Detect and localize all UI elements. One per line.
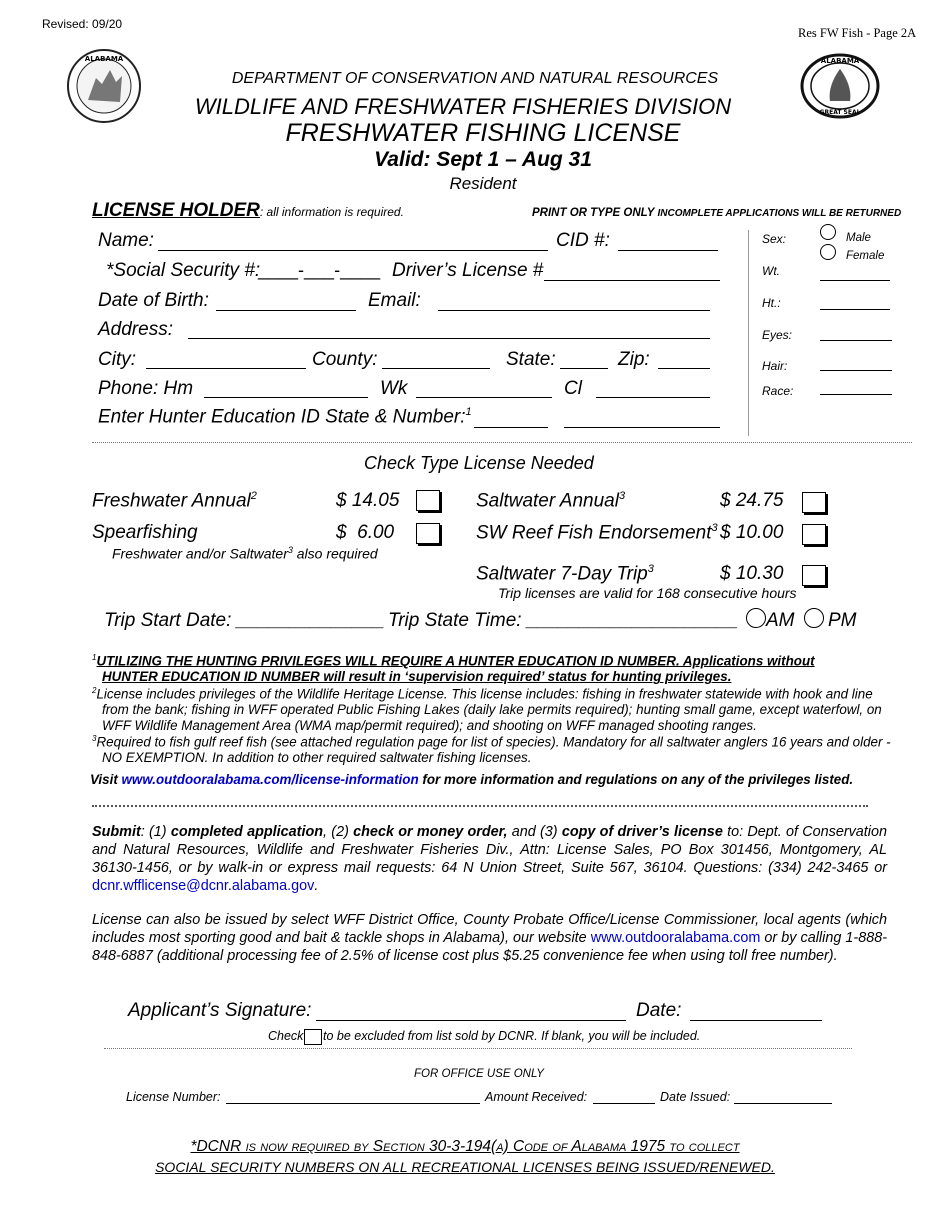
spearfishing-price: $ 6.00 [336, 522, 395, 543]
form-title: FRESHWATER FISHING LICENSE [285, 119, 681, 147]
saltwater-trip-label: Saltwater 7-Day Trip$^3$ [476, 563, 654, 585]
trip-start-time[interactable]: Trip State Time: ____________________ [388, 610, 739, 631]
am-label: AM [766, 610, 795, 631]
office-divider [104, 1048, 852, 1049]
trip-start-date[interactable]: Trip Start Date: ______________ [104, 610, 385, 631]
date-issued-field[interactable] [734, 1103, 832, 1104]
freshwater-annual-label: Freshwater Annual$^2$ [92, 490, 257, 512]
section-divider [92, 442, 912, 443]
city-field[interactable] [146, 368, 306, 369]
license-number-label: License Number: [126, 1090, 221, 1104]
address-label: Address: [98, 319, 173, 340]
hunter-education-label: Enter Hunter Education ID State & Number:$^1$ [98, 406, 472, 428]
outdooralabama-link[interactable]: www.outdooralabama.com [590, 930, 761, 946]
race-label: Race: [762, 384, 794, 398]
reef-fish-checkbox[interactable] [802, 524, 826, 545]
page-reference: Res FW Fish - Page 2A [798, 26, 917, 40]
print-notice: PRINT OR TYPE ONLY INCOMPLETE APPLICATIONS WILL BE RETURNED [532, 207, 902, 219]
saltwater-trip-price: $ 10.30 [720, 563, 784, 584]
phone-home-label: Phone: Hm [98, 378, 194, 399]
name-field[interactable] [158, 250, 548, 251]
state-label: State: [506, 349, 556, 370]
saltwater-annual-checkbox[interactable] [802, 492, 826, 513]
city-label: City: [98, 349, 136, 370]
weight-label: Wt. [762, 264, 780, 278]
zip-label: Zip: [618, 349, 650, 370]
date-issued-label: Date Issued: [660, 1090, 731, 1104]
name-label: Name: [98, 230, 154, 251]
license-holder-heading: LICENSE HOLDER: all information is required. [92, 200, 404, 221]
height-label: Ht.: [762, 296, 781, 310]
exclude-list-checkbox[interactable] [304, 1029, 322, 1045]
seal-right-bottom: GREAT SEAL [819, 109, 861, 116]
cid-field[interactable] [618, 250, 718, 251]
saltwater-annual-price: $ 24.75 [720, 490, 784, 511]
license-type-heading: Check Type License Needed [364, 453, 594, 473]
license-number-field[interactable] [226, 1103, 480, 1104]
ssn-notice-line1: *DCNR is now required by Section 30-3-194(a) Code of Alabama 1975 to collect [190, 1138, 740, 1155]
phone-work-field[interactable] [416, 397, 552, 398]
phone-cell-field[interactable] [596, 397, 710, 398]
email-field[interactable] [438, 310, 710, 311]
validity-period: Valid: Sept 1 – Aug 31 [374, 148, 592, 171]
dob-label: Date of Birth: [98, 290, 209, 311]
male-label: Male [846, 232, 871, 244]
department-title: DEPARTMENT OF CONSERVATION AND NATURAL RESOURCES [231, 70, 719, 87]
residency-subtitle: Resident [449, 174, 517, 193]
saltwater-trip-checkbox[interactable] [802, 565, 826, 586]
issue-locations: License can also be issued by select WFF District Office, County Probate Office/License Commissioner, local agents (which includes most sporting good and bait & tackle shops in Alabama), our website www.outdooralabama.com or by calling 1-888-848-6887 (additional processing fee of 2.5% of license cost plus $5.25 convenience fee when using toll free number). [92, 912, 887, 964]
license-email-link[interactable]: dcnr.wfflicense@dcnr.alabama.gov [92, 878, 315, 894]
hair-field[interactable] [820, 370, 892, 371]
drivers-license-field[interactable] [544, 280, 720, 281]
trip-validity-note: Trip licenses are valid for 168 consecutive hours [498, 585, 797, 601]
spearfishing-checkbox[interactable] [416, 523, 440, 544]
footnote-2: $^2$License includes privileges of the Wildlife Heritage License. This license includes: fishing in freshwater statewide with hook and line from the bank; fishing in WFF operated Public Fishing Lakes (daily lake permits required); hunting small game, except waterfowl, on WFF Wildlife Management Area (WMA map/permit required); and shooting on WFF managed shooting ranges. [92, 686, 882, 734]
amount-received-field[interactable] [593, 1103, 655, 1104]
eyes-field[interactable] [820, 340, 892, 341]
spearfishing-label: Spearfishing [92, 522, 198, 543]
freshwater-annual-checkbox[interactable] [416, 490, 440, 511]
submit-divider [92, 805, 868, 807]
hunter-ed-state-field[interactable] [474, 427, 548, 428]
exclude-list-text: to be excluded from list sold by DCNR. If blank, you will be included. [323, 1029, 701, 1043]
email-label: Email: [368, 290, 421, 311]
am-radio[interactable] [746, 608, 766, 628]
cid-label: CID #: [556, 230, 610, 251]
footnote-1: $^1$UTILIZING THE HUNTING PRIVILEGES WILL REQUIRE A HUNTER EDUCATION ID NUMBER. Applications without HUNTER EDUCATION ID NUMBER will result in ‘supervision required’ status for hunting privileges. [92, 653, 815, 685]
seal-left-text: ALABAMA [84, 55, 124, 63]
signature-field[interactable] [316, 1020, 626, 1021]
eyes-label: Eyes: [762, 328, 793, 342]
physical-divider [748, 230, 749, 436]
saltwater-annual-label: Saltwater Annual$^3$ [476, 490, 626, 512]
female-radio[interactable] [820, 244, 836, 260]
footnote-3: $^3$Required to fish gulf reef fish (see attached regulation page for list of species). Mandatory for all saltwater anglers 16 years and older - NO EXEMPTION. In addition to other required saltwater fishing licenses. [92, 734, 891, 766]
reef-fish-price: $ 10.00 [720, 522, 784, 543]
office-use-heading: FOR OFFICE USE ONLY [414, 1068, 544, 1080]
exclude-check-label: Check [268, 1029, 304, 1043]
pm-radio[interactable] [804, 608, 824, 628]
state-field[interactable] [560, 368, 608, 369]
address-field[interactable] [188, 338, 710, 339]
ssn-field[interactable]: ____-___-____ [258, 260, 381, 280]
zip-field[interactable] [658, 368, 710, 369]
revised-date: Revised: 09/20 [42, 17, 123, 31]
county-field[interactable] [382, 368, 490, 369]
pm-label: PM [828, 610, 857, 631]
submit-instructions: Submit: (1) completed application, (2) check or money order, and (3) copy of driver’s license to: Dept. of Conservation and Natural Resources, Wildlife and Freshwater Fisheries Div., Attn: License Sales, PO Box 301456, Montgomery, AL 36130-1456, or by walk-in or express mail requests: 64 N Union Street, Suite 567, 36104. Questions: (334) 242-3465 or dcnr.wfflicense@dcnr.alabama.gov. [92, 824, 888, 894]
spearfishing-note: Freshwater and/or Saltwater$^3$ also required [112, 545, 378, 562]
height-field[interactable] [820, 309, 890, 310]
signature-label: Applicant’s Signature: [128, 1000, 312, 1021]
phone-cell-label: Cl [564, 378, 582, 399]
ssn-notice-line2: SOCIAL SECURITY NUMBERS ON ALL RECREATIONAL LICENSES BEING ISSUED/RENEWED. [155, 1159, 775, 1175]
hunter-ed-number-field[interactable] [564, 427, 720, 428]
signature-date-label: Date: [636, 1000, 682, 1021]
phone-work-label: Wk [380, 378, 408, 399]
county-label: County: [312, 349, 378, 370]
hair-label: Hair: [762, 359, 788, 373]
ssn-label: *Social Security #: [106, 260, 261, 281]
amount-received-label: Amount Received: [485, 1090, 588, 1104]
sex-label: Sex: [762, 232, 787, 246]
visit-info: Visit www.outdooralabama.com/license-information for more information and regulations on any of the privileges listed. [90, 772, 854, 787]
female-label: Female [846, 250, 885, 262]
reef-fish-label: SW Reef Fish Endorsement$^3$ [476, 522, 718, 544]
weight-field[interactable] [820, 280, 890, 281]
freshwater-annual-price: $ 14.05 [336, 490, 400, 511]
signature-date-field[interactable] [690, 1020, 822, 1021]
seal-right-text: ALABAMA [820, 57, 860, 65]
male-radio[interactable] [820, 224, 836, 240]
license-info-link[interactable]: www.outdooralabama.com/license-information [121, 772, 419, 787]
drivers-license-label: Driver’s License # [392, 260, 544, 281]
phone-home-field[interactable] [204, 397, 368, 398]
division-title: WILDLIFE AND FRESHWATER FISHERIES DIVISION [194, 94, 732, 119]
dob-field[interactable] [216, 310, 356, 311]
race-field[interactable] [820, 394, 892, 395]
